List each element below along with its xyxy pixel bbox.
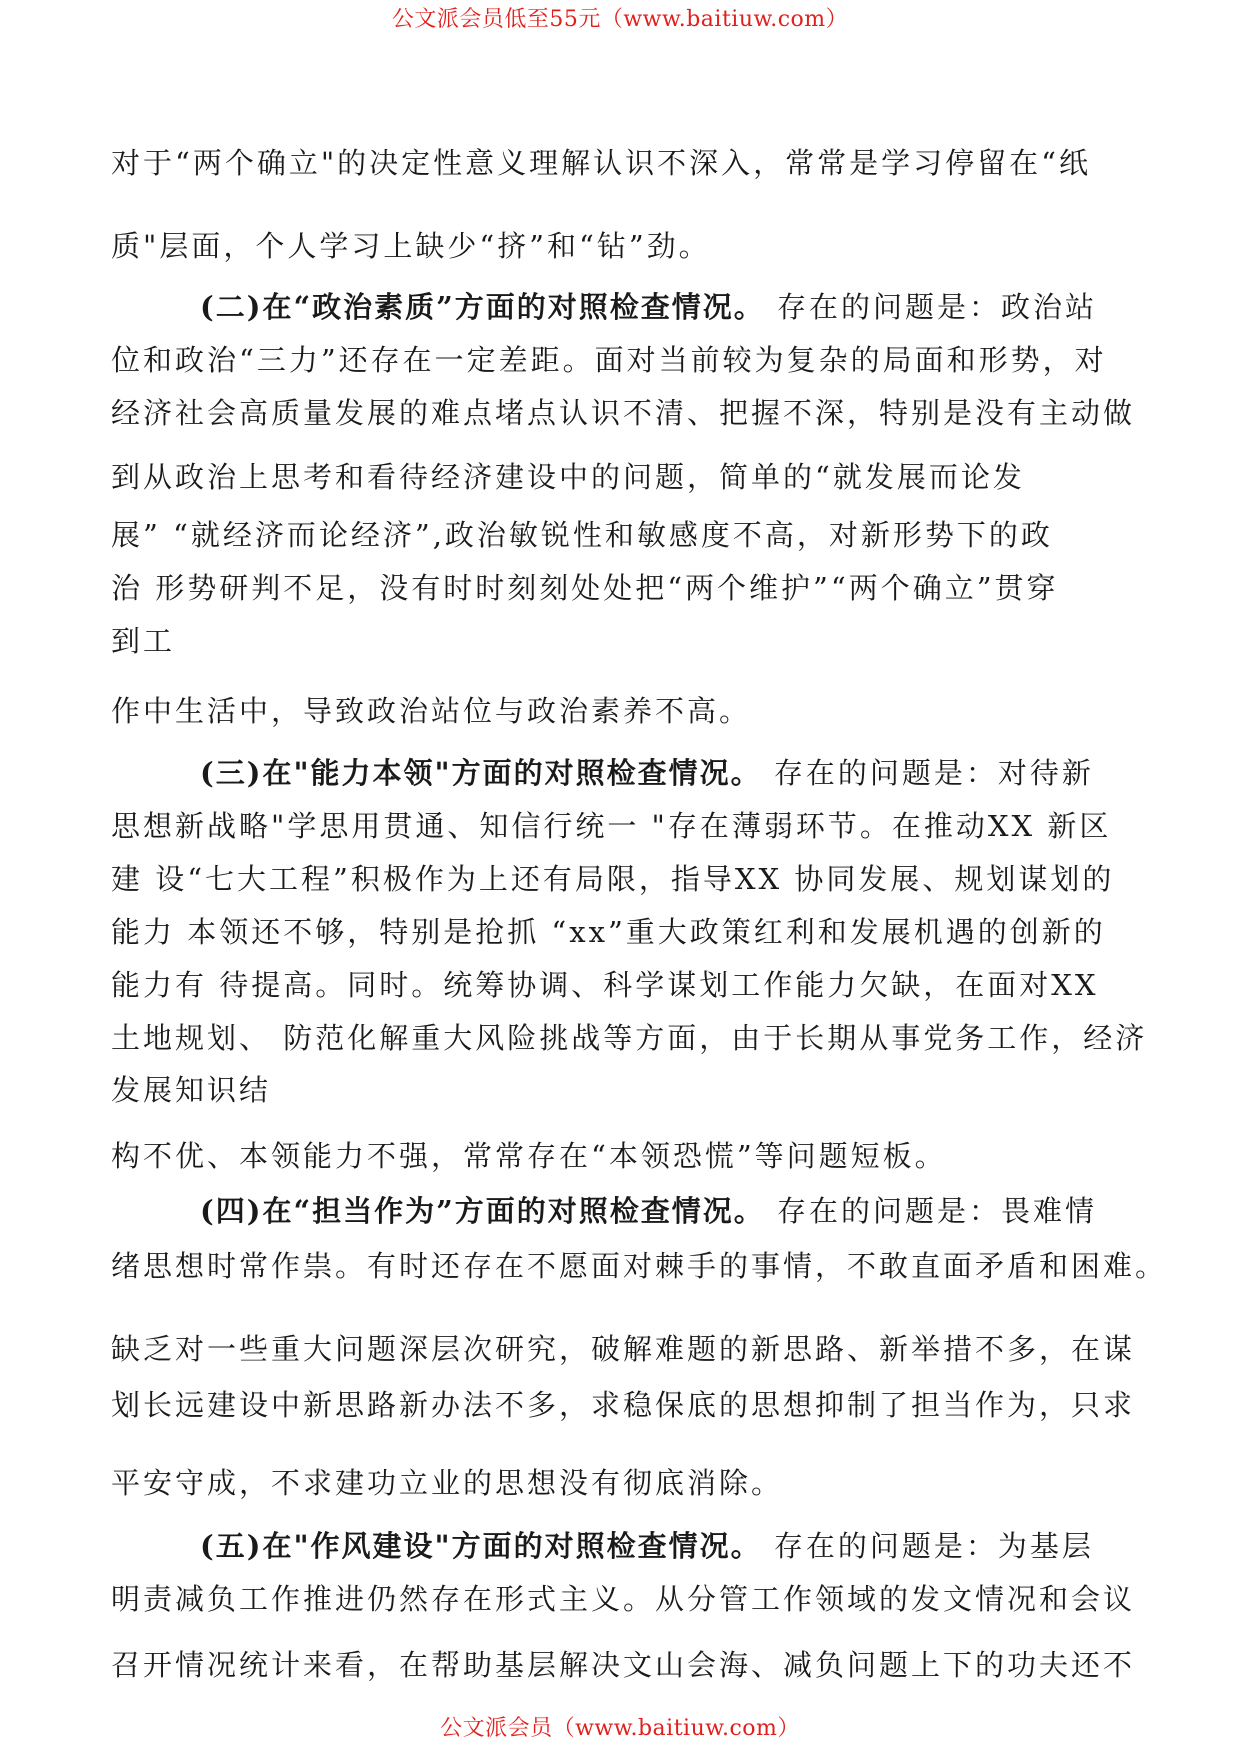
line-text: 对于“两个确立"的决定性意义理解认识不深入，常常是学习停留在“纸 [111, 146, 1091, 180]
body-text-line [111, 1332, 1135, 1366]
line-text: 召开情况统计来看，在帮助基层解决文山会海、减负问题上下的功夫还不 [111, 1648, 1136, 1682]
section-heading: (三)在"能力本领"方面的对照检查情况。 [200, 756, 762, 790]
line-text: 质"层面，个人学习上缺少“挤”和“钻”劲。 [111, 229, 711, 263]
section-heading-line [200, 290, 1097, 324]
body-text-line [111, 968, 1099, 1002]
line-text: 经济社会高质量发展的难点堵点认识不清、把握不深，特别是没有主动做 [111, 396, 1136, 430]
line-text: 土地规划、 防范化解重大风险挑战等方面，由于长期从事党务工作，经济 [111, 1021, 1148, 1055]
body-text-line [111, 229, 711, 263]
header-banner: 公文派会员低至55元（www.baitiuw.com） [391, 7, 849, 32]
body-text-line [111, 146, 1091, 180]
body-text-line [111, 1249, 1167, 1283]
line-text: 构不优、本领能力不强，常常存在“本领恐慌”等问题短板。 [111, 1139, 947, 1173]
body-text-line [111, 343, 1107, 377]
line-text: 存在的问题是：畏难情 [777, 1194, 1098, 1228]
body-text-line [111, 624, 175, 658]
line-text: 发展知识结 [111, 1073, 272, 1107]
body-text-line [111, 1466, 783, 1500]
body-text-line [111, 1648, 1135, 1682]
line-text: 存在的问题是：对待新 [773, 756, 1094, 790]
body-text-line [111, 862, 1114, 896]
line-text: 明责减负工作推进仍然存在形式主义。从分管工作领域的发文情况和会议 [111, 1582, 1136, 1616]
line-text: 展” “就经济而论经济”,政治敏锐性和敏感度不高，对新形势下的政 [111, 518, 1053, 552]
line-text: 缺乏对一些重大问题深层次研究，破解难题的新思路、新举措不多，在谋 [111, 1332, 1136, 1366]
body-text-line [111, 396, 1135, 430]
line-text: 平安守成，不求建功立业的思想没有彻底消除。 [111, 1466, 784, 1500]
line-text: 划长远建设中新思路新办法不多，求稳保底的思想抑制了担当作为，只求 [111, 1388, 1136, 1422]
line-text: 位和政治“三力”还存在一定差距。面对当前较为复杂的局面和形势，对 [111, 343, 1107, 377]
body-text-line [111, 694, 751, 728]
section-heading: (二)在“政治素质”方面的对照检查情况。 [200, 290, 765, 324]
section-heading: (四)在“担当作为”方面的对照检查情况。 [200, 1194, 765, 1228]
body-text-line [111, 915, 1106, 949]
line-text: 能力 本领还不够，特别是抢抓 “xx”重大政策红利和发展机遇的创新的 [111, 915, 1106, 949]
line-text: 绪思想时常作祟。有时还存在不愿面对棘手的事情，不敢直面矛盾和困难。 [111, 1249, 1168, 1283]
body-text-line [111, 1139, 947, 1173]
section-heading-line [200, 1194, 1097, 1228]
section-heading-line [200, 756, 1094, 790]
body-text-line [111, 571, 1059, 605]
line-text: 到从政治上思考和看待经济建设中的问题，简单的“就发展而论发 [111, 460, 1025, 494]
body-text-line [111, 809, 1111, 843]
body-text-line [111, 1073, 271, 1107]
line-text: 存在的问题是：为基层 [773, 1529, 1094, 1563]
section-heading-line [200, 1529, 1094, 1563]
section-heading: (五)在"作风建设"方面的对照检查情况。 [200, 1529, 762, 1563]
line-text: 作中生活中，导致政治站位与政治素养不高。 [111, 694, 752, 728]
line-text: 治 形势研判不足，没有时时刻刻处处把“两个维护”“两个确立”贯穿 [111, 571, 1059, 605]
line-text: 存在的问题是：政治站 [777, 290, 1098, 324]
body-text-line [111, 460, 1025, 494]
line-text: 到工 [111, 624, 176, 658]
line-text: 能力有 待提高。同时。统筹协调、科学谋划工作能力欠缺，在面对XX [111, 968, 1099, 1002]
body-text-line [111, 1582, 1135, 1616]
body-text-line [111, 1388, 1135, 1422]
line-text: 建 设“七大工程”积极作为上还有局限，指导XX 协同发展、规划谋划的 [111, 862, 1115, 896]
body-text-line [111, 1021, 1147, 1055]
footer-banner: 公文派会员（www.baitiuw.com） [440, 1716, 800, 1741]
body-text-line [111, 518, 1053, 552]
line-text: 思想新战略"学思用贯通、知信行统一 "存在薄弱环节。在推动XX 新区 [111, 809, 1112, 843]
